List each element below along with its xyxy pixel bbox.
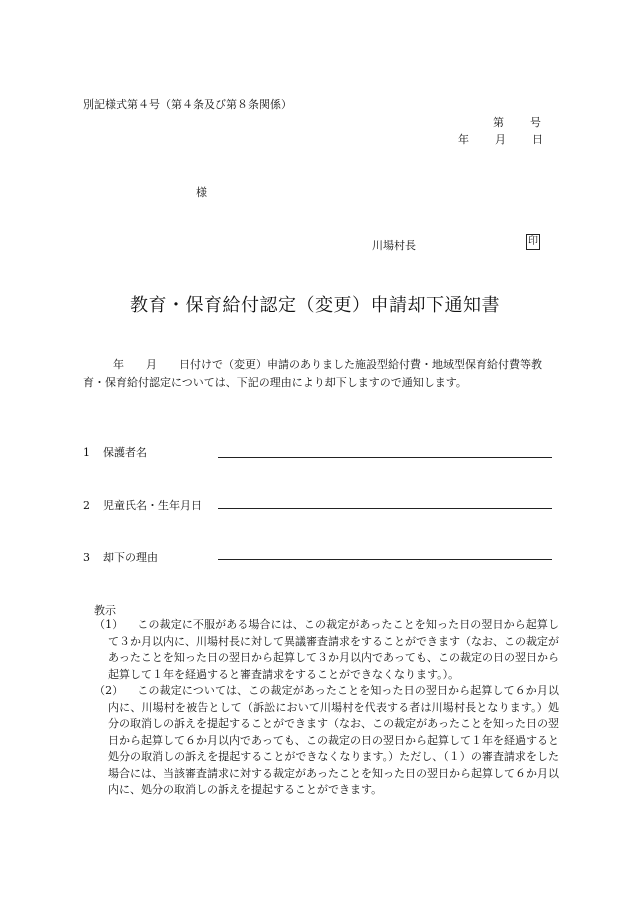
field-number: 3 xyxy=(83,551,90,564)
date-day: 日 xyxy=(532,133,543,146)
document-title: 教育・保育給付認定（変更）申請却下通知書 xyxy=(130,295,500,316)
intro-paragraph xyxy=(83,356,553,392)
field-label: 保護者名 xyxy=(103,446,147,459)
notice-body xyxy=(94,617,559,799)
date-month: 月 xyxy=(495,133,506,146)
form-label: 別記様式第４号（第４条及び第８条関係） xyxy=(83,98,292,111)
field-rejection-reason xyxy=(83,549,158,565)
recipient-suffix: 様 xyxy=(196,186,207,199)
field-child-name-birthdate xyxy=(83,497,202,513)
document-date-line xyxy=(458,131,543,147)
number-suffix: 号 xyxy=(530,116,541,129)
rejection-reason-line xyxy=(218,559,552,560)
field-number: 2 xyxy=(83,499,90,512)
intro-month: 月 xyxy=(146,358,157,371)
seal-box: 印 xyxy=(526,234,540,250)
field-guardian-name xyxy=(83,444,147,460)
number-prefix: 第 xyxy=(493,116,504,129)
document-number-line xyxy=(493,114,541,130)
date-year: 年 xyxy=(458,133,469,146)
guardian-name-line xyxy=(218,457,552,458)
notice-item-marker: （1） xyxy=(94,618,124,631)
notice-item-marker: （2） xyxy=(94,684,124,697)
child-name-line xyxy=(218,508,552,509)
notice-item xyxy=(94,617,559,683)
field-label: 児童氏名・生年月日 xyxy=(103,499,202,512)
notice-item-text: この裁定に不服がある場合には、この裁定があったことを知った日の翌日から起算して３か月以内に、川場村長に対して異議審査請求をすることができます（なお、この裁定があったことを知った日の翌日から起算して３か月以内であっても、この裁定の日の翌日から起算して１年を経過すると審査請求をすることができなくなります。）。 xyxy=(108,618,560,681)
field-label: 却下の理由 xyxy=(103,551,158,564)
intro-year: 年 xyxy=(113,358,124,371)
notice-heading: 教示 xyxy=(94,604,116,617)
notice-item-text: この裁定については、この裁定があったことを知った日の翌日から起算して６か月以内に、川場村を被告として（訴訟において川場村を代表する者は川場村長となります。）処分の取消しの訴えを提起することができます（なお、この裁定があったことを知った日の翌日から起算して６か月以内であっても、この裁定の日の翌日から起算して１年を経過すると処分の取消しの訴えを提起することができなくなります。）ただし、（１）の審査請求をした場合には、当該審査請求に対する裁定があったことを知った日の翌日から起算して６か月以内に、処分の取消しの訴えを提起することができます。 xyxy=(108,684,560,796)
issuer-name: 川場村長 xyxy=(372,239,416,252)
field-number: 1 xyxy=(83,446,90,459)
intro-body: 日付けで（変更）申請のありました施設型給付費・地域型保育給付費等教育・保育給付認定については、下記の理由により却下しますので通知します。 xyxy=(83,358,542,389)
notice-item xyxy=(94,683,559,799)
